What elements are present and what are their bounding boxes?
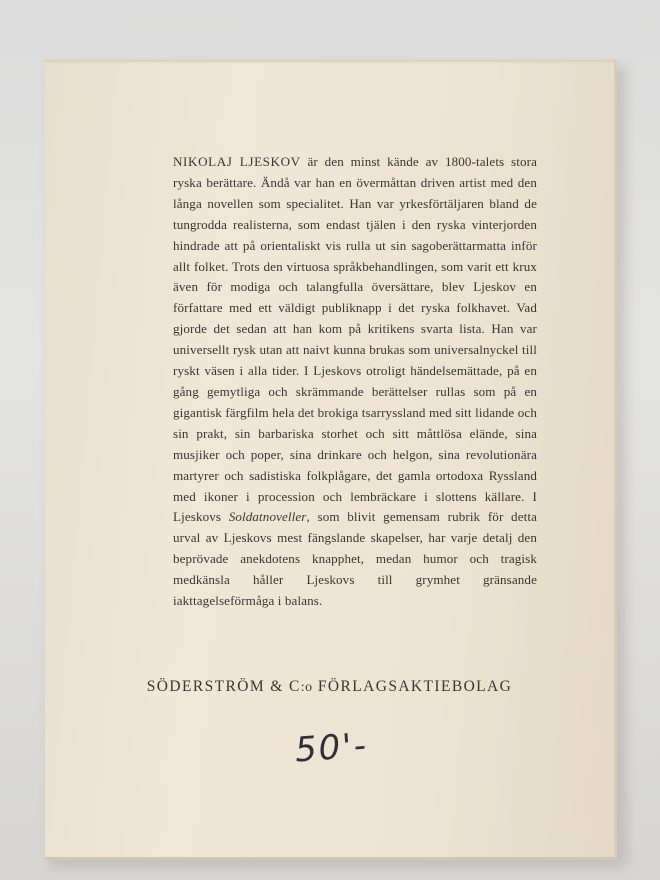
handwritten-price: 50'-	[293, 725, 370, 771]
blurb-text	[173, 152, 537, 612]
blurb-body-part1: är den minst kände av 1800-talets stora ryska berättare. Ändå var han en övermåttan driven artist med den långa novellen som specialitet. Han var yrkesförtäljaren bland de tungrodda realisterna, som endast tjälen i den ryska vinterjorden hindrade att på orientaliskt vis rulla ut sin sagoberättarmatta inför allt folket. Trots den virtuosa språkbehandlingen, som varit ett krux även för modiga och talangfulla översättare, blev Ljeskov en författare med ett väldigt publiknapp i det ryska folkhavet. Vad gjorde det sedan att han kom på kritikens svarta lista. Han var universellt rysk utan att naivt kunna brukas som universalnyckel till ryskt väsen i alla tider. I Ljeskovs otroligt händelsemättade, på en gång gemytliga och skrämmande berättelser rullas som på en gigantisk färgfilm hela det brokiga tsarryssland med sitt lidande och sin prakt, sin barbariska storhet och sitt måttlösa elände, sina musjiker och poper, sina drinkare och helgon, sina revolutionära martyrer och sadistiska folkplågare, det gamla ortodoxa Ryssland med ikoner i procession och lembräckare i slottens källare. I Ljeskovs	[173, 154, 537, 525]
cover-top-edge	[45, 60, 614, 64]
book-back-cover	[45, 60, 617, 860]
author-name: NIKOLAJ LJESKOV	[173, 154, 301, 169]
publisher-name-part2: FÖRLAGSAKTIEBOLAG	[312, 678, 513, 695]
blurb-body-part2: , som blivit gemensam rubrik för detta urval av Ljeskovs mest fängslande skapelser, har varje detalj den beprövade anekdotens knapphet, medan humor och tragisk medkänsla håller Ljeskovs till grymhet gränsande iakttagelseförmåga i balans.	[173, 509, 537, 609]
publisher-imprint	[45, 678, 614, 696]
book-title: Soldatnoveller	[228, 509, 307, 525]
publisher-co-suffix: :o	[300, 680, 313, 695]
publisher-name-part1: SÖDERSTRÖM & C	[146, 678, 301, 695]
